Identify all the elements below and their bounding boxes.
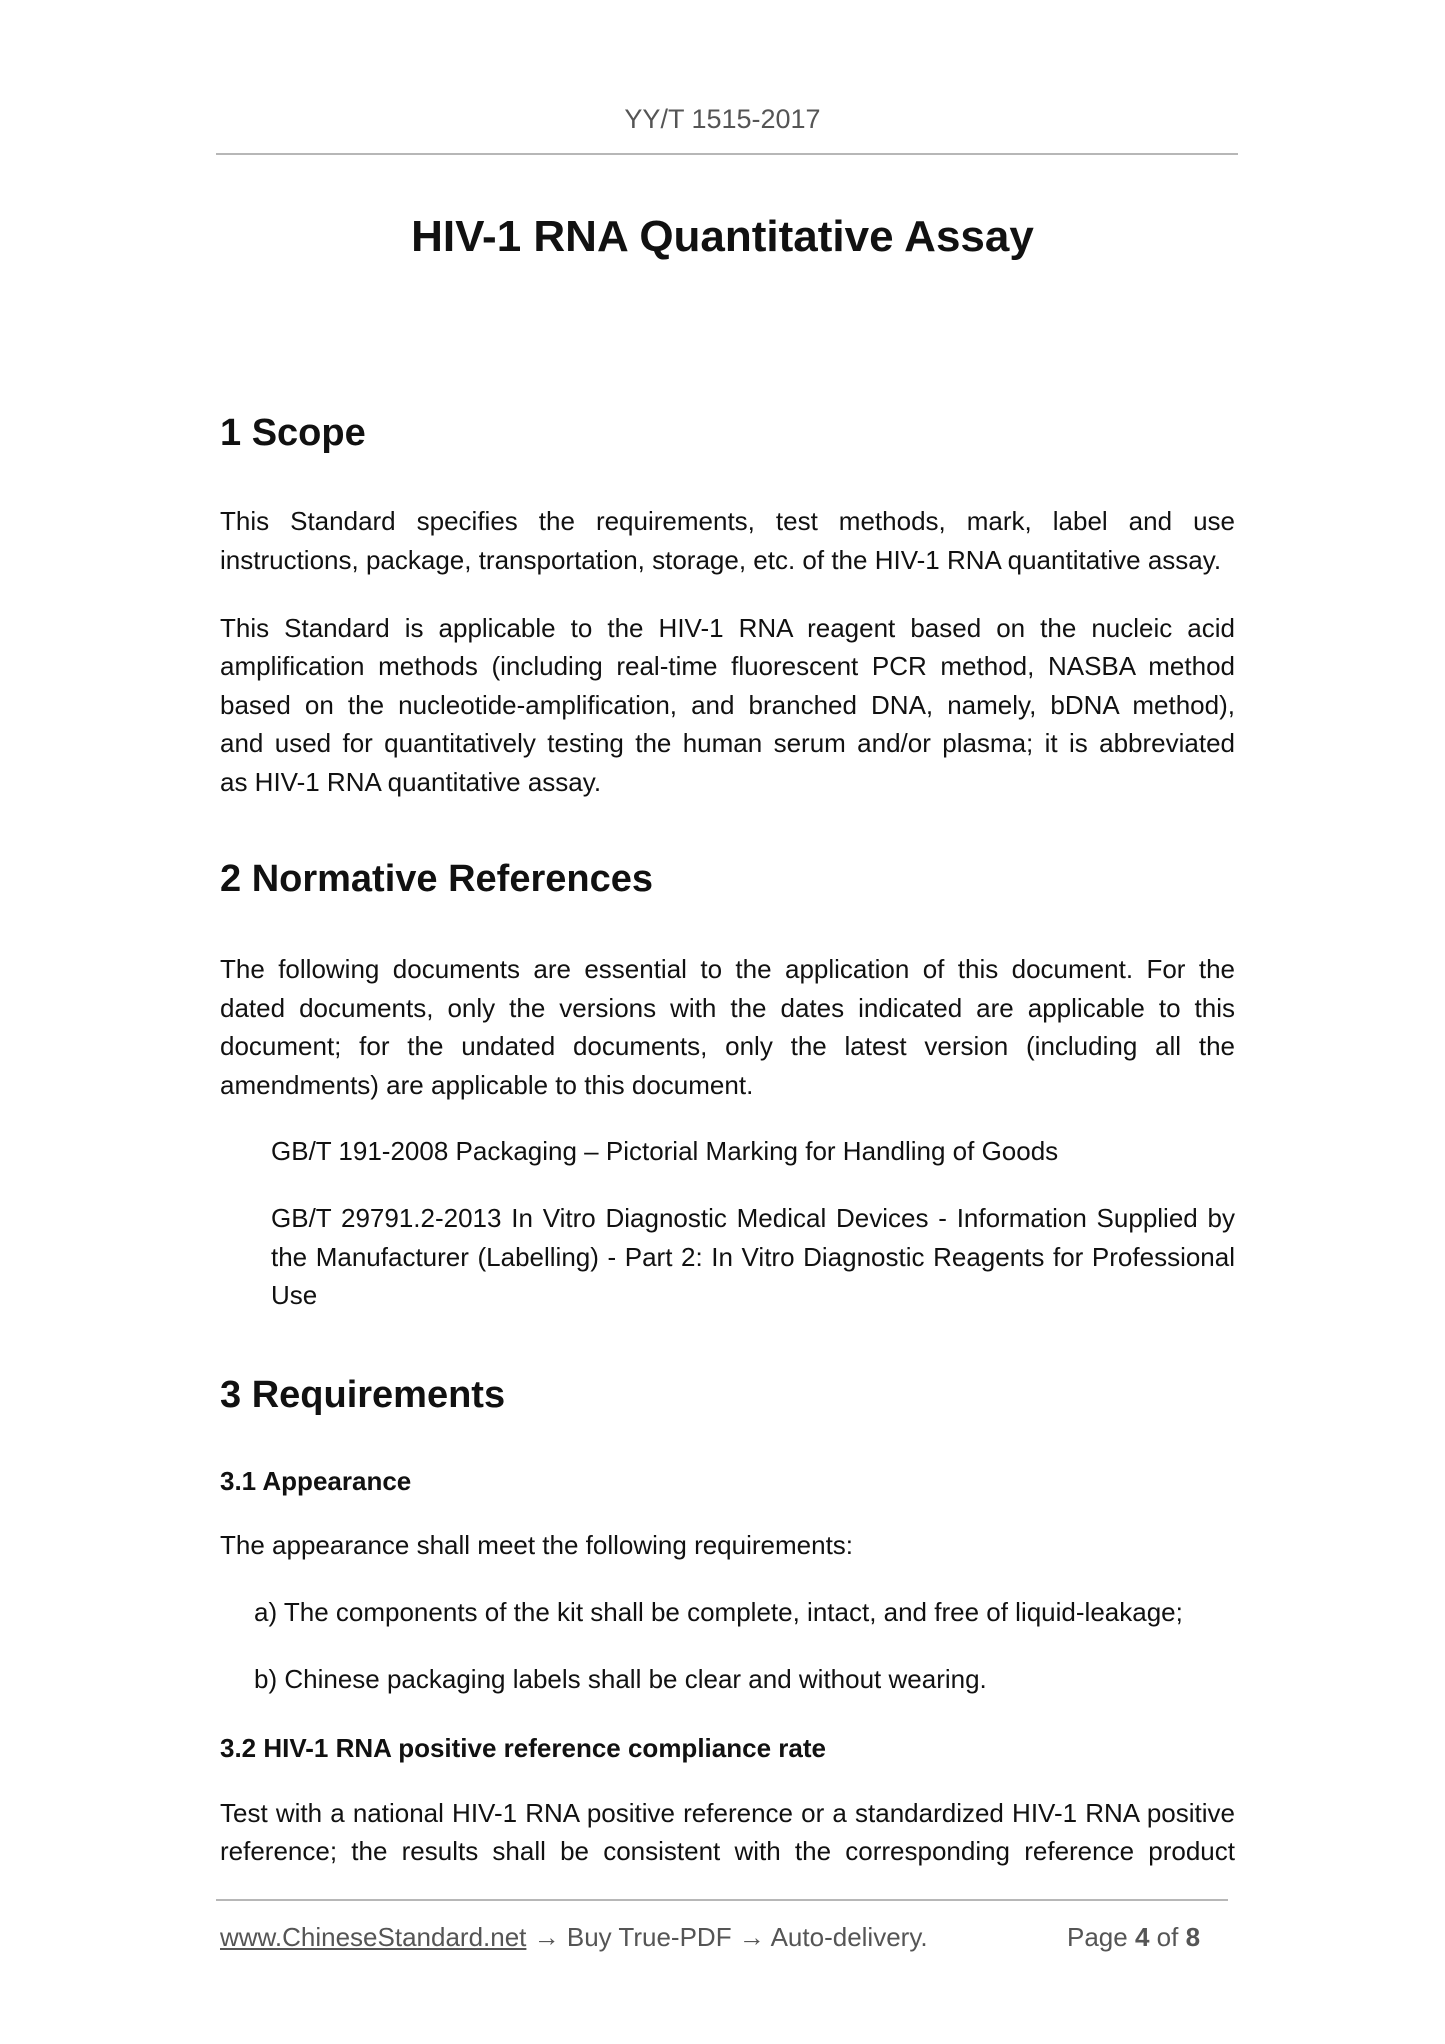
section-heading-scope: 1 Scope xyxy=(220,412,366,454)
page-label: Page xyxy=(1067,1922,1128,1952)
page-of: of xyxy=(1156,1922,1179,1952)
website-link[interactable]: www.ChineseStandard.net xyxy=(220,1922,527,1952)
list-item: b) Chinese packaging labels shall be clear and without wearing. xyxy=(254,1664,987,1694)
text-line: reference; the results shall be consistent with the corresponding reference product xyxy=(220,1836,1235,1866)
text-line: dated documents, only the versions with the dates indicated are applicable to this xyxy=(220,993,1235,1023)
footer-divider xyxy=(216,1899,1228,1901)
text-line: based on the nucleotide-amplification, and branched DNA, namely, bDNA method), xyxy=(220,690,1235,720)
text-line: and used for quantitatively testing the human serum and/or plasma; it is abbreviated xyxy=(220,728,1235,758)
list-item: a) The components of the kit shall be complete, intact, and free of liquid-leakage; xyxy=(254,1597,1183,1627)
text-line: This Standard is applicable to the HIV-1 RNA reagent based on the nucleic acid xyxy=(220,613,1235,643)
document-code: YY/T 1515-2017 xyxy=(624,104,821,134)
footer-promo xyxy=(220,1922,928,1953)
text-line: instructions, package, transportation, storage, etc. of the HIV-1 RNA quantitative assay. xyxy=(220,545,1222,575)
text-line: The following documents are essential to the application of this document. For the xyxy=(220,954,1235,984)
footer-tagline: → Buy True-PDF → Auto-delivery. xyxy=(533,1922,928,1952)
text-line: document; for the undated documents, only the latest version (including all the xyxy=(220,1031,1235,1061)
text-line: Test with a national HIV-1 RNA positive reference or a standardized HIV-1 RNA positive xyxy=(220,1798,1235,1828)
appearance-intro: The appearance shall meet the following requirements: xyxy=(220,1530,854,1560)
text-line: as HIV-1 RNA quantitative assay. xyxy=(220,767,602,797)
header-divider xyxy=(216,153,1238,155)
reference-gb-t-29791: GB/T 29791.2-2013 In Vitro Diagnostic Medical Devices - Information Supplied by the Manufacturer (Labelling) - Part 2: In Vitro Diagnostic Reagents for Professional Use xyxy=(271,1203,1235,1310)
text-line: This Standard specifies the requirements, test methods, mark, label and use xyxy=(220,506,1235,536)
text-line: amendments) are applicable to this document. xyxy=(220,1070,754,1100)
reference-gb-t-191: GB/T 191-2008 Packaging – Pictorial Marking for Handling of Goods xyxy=(271,1136,1059,1166)
page-indicator xyxy=(1067,1922,1200,1953)
section-heading-references: 2 Normative References xyxy=(220,858,653,900)
page-total: 8 xyxy=(1185,1922,1201,1952)
text-line: amplification methods (including real-time fluorescent PCR method, NASBA method xyxy=(220,651,1235,681)
section-heading-requirements: 3 Requirements xyxy=(220,1374,506,1416)
document-title: HIV-1 RNA Quantitative Assay xyxy=(411,212,1034,261)
subsection-heading-compliance: 3.2 HIV-1 RNA positive reference compliance rate xyxy=(220,1733,826,1763)
page-current: 4 xyxy=(1134,1922,1150,1952)
subsection-heading-appearance: 3.1 Appearance xyxy=(220,1466,412,1496)
